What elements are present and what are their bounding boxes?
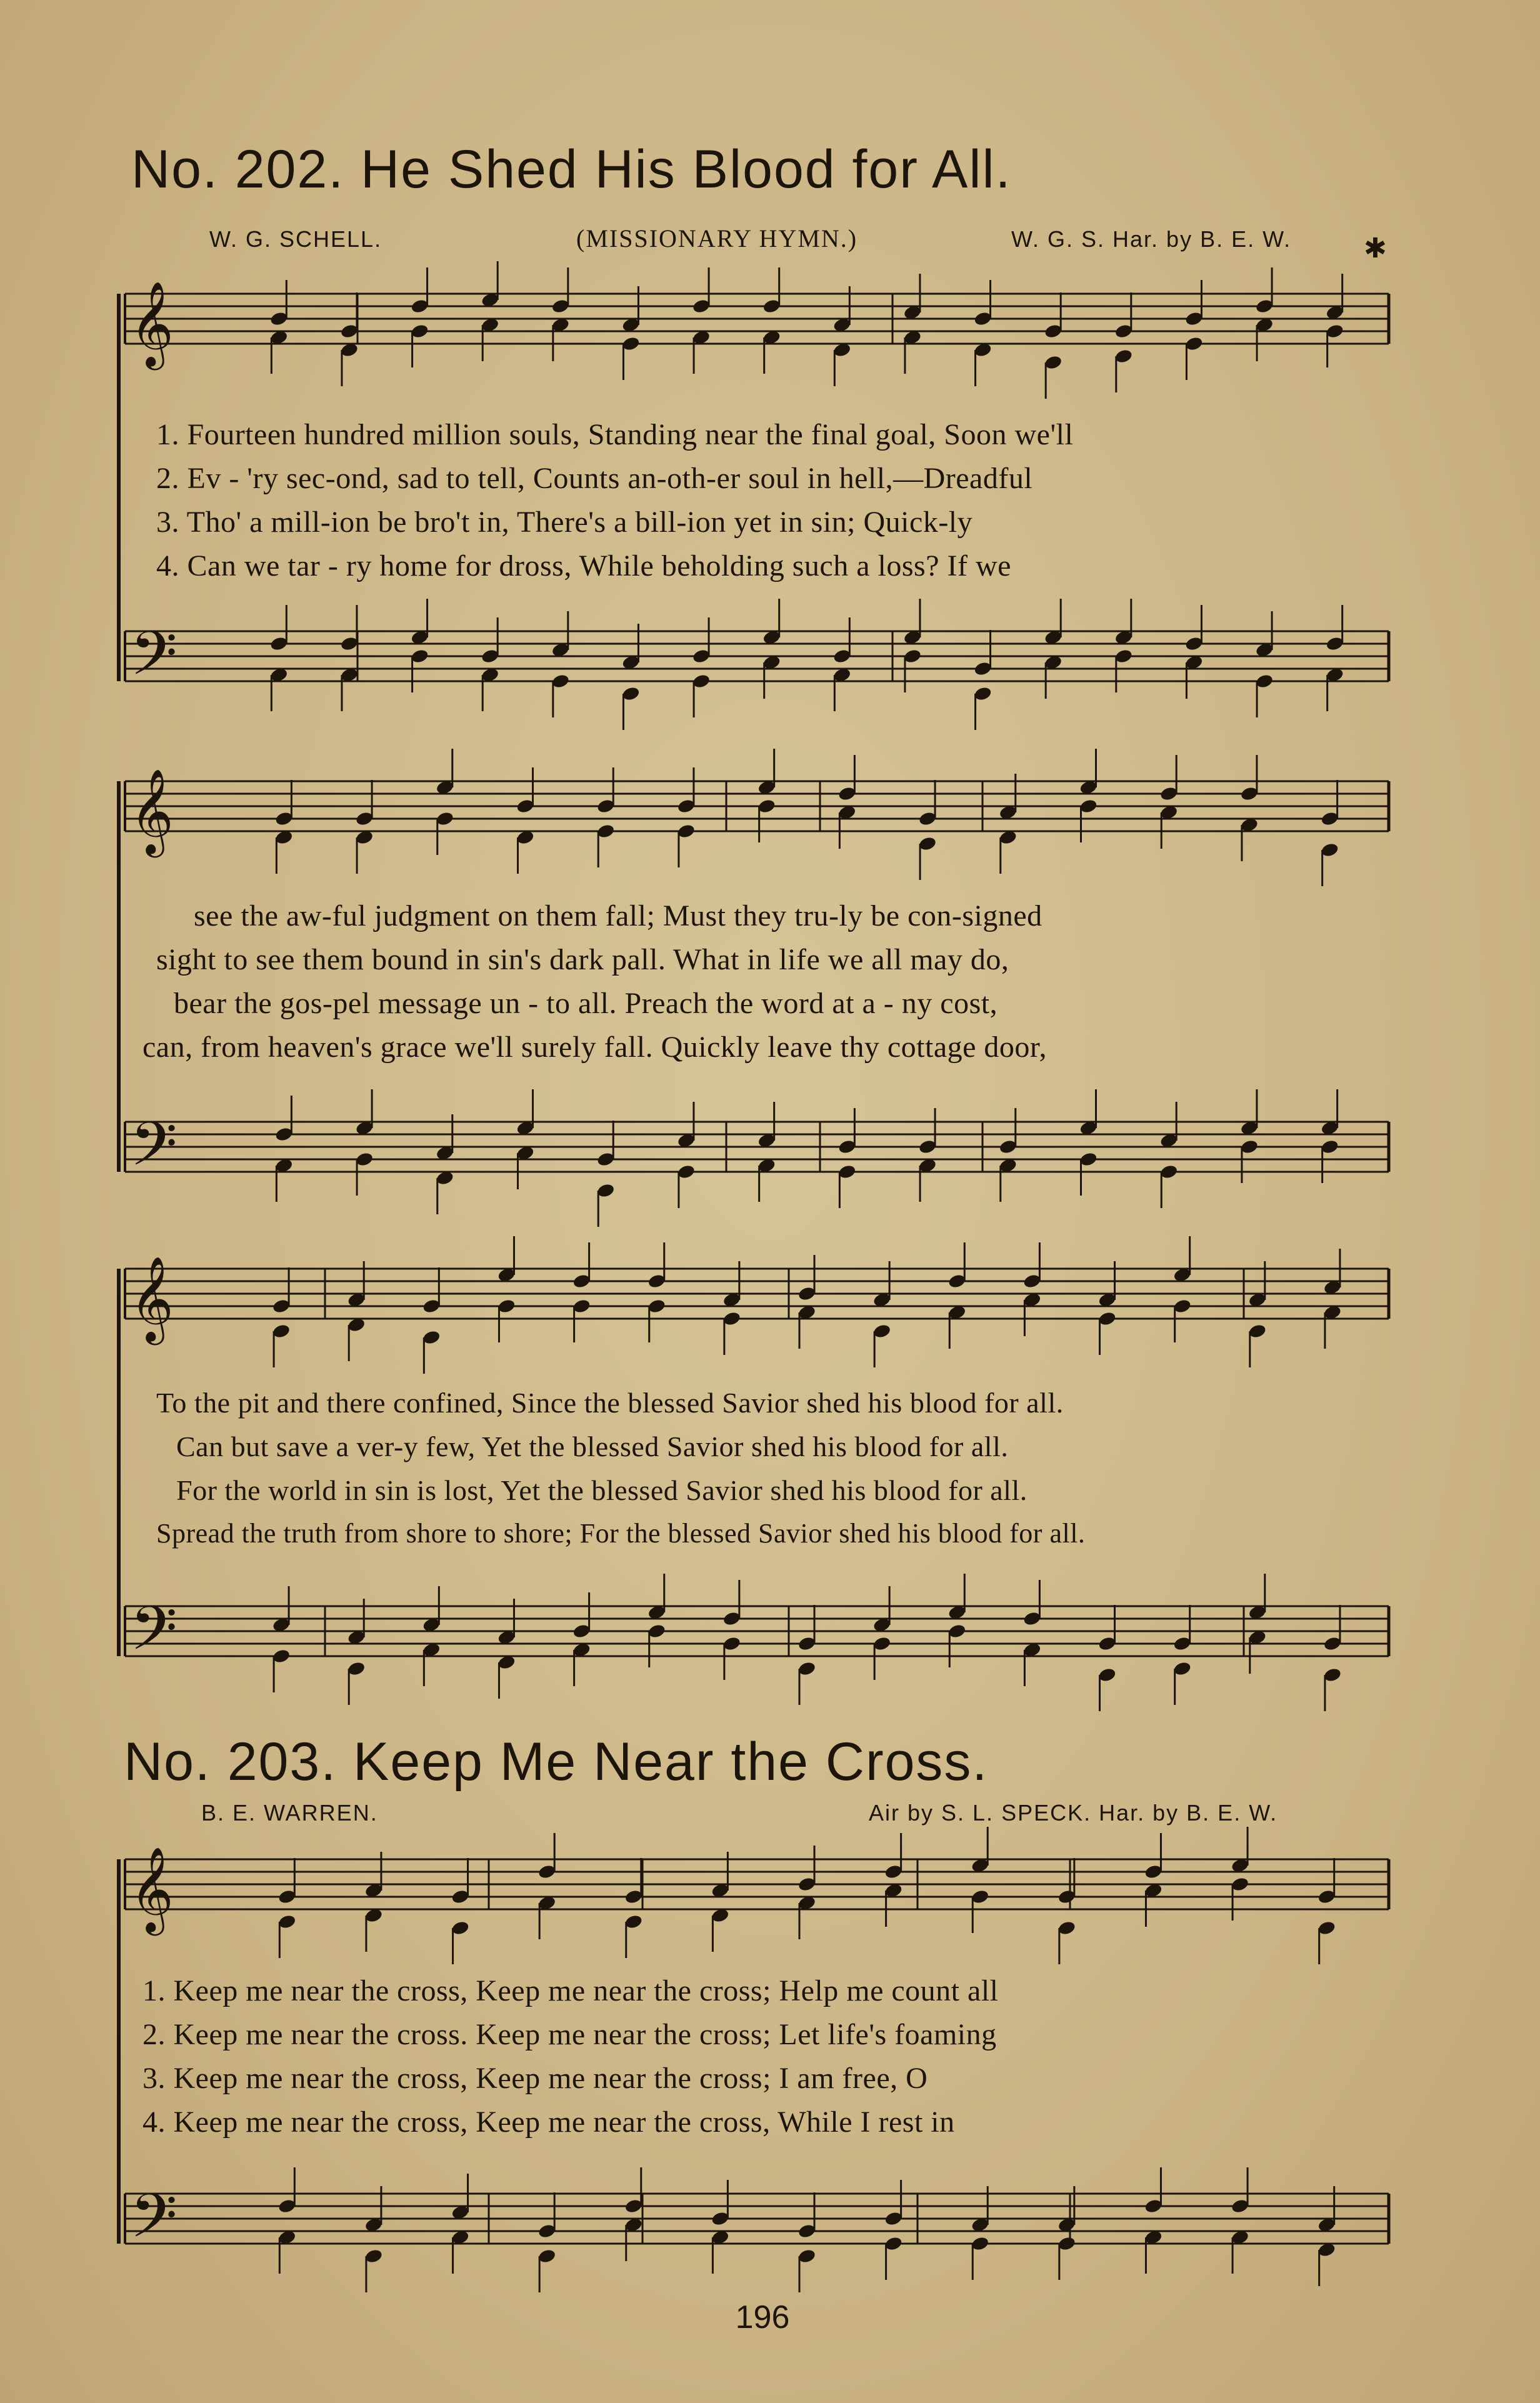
- h202-s3-bass-note-head: [722, 1636, 742, 1652]
- h202-s3-bass-clef-icon: 𝄢: [130, 1592, 178, 1679]
- h202-s1-treble-note-head: [481, 317, 500, 333]
- h202-s2-bass-note-head: [435, 1170, 454, 1186]
- h203-s1-bass-note-head: [1058, 2236, 1077, 2252]
- h202-s3-treble-note-head: [422, 1329, 441, 1346]
- h202-s1-bass-note-head: [692, 673, 711, 689]
- h202-s3-bass-note-head: [872, 1617, 892, 1633]
- h202-s1-bass-note-head: [832, 648, 852, 664]
- h202-s2-bass-note-head: [355, 1120, 374, 1136]
- h202-s3-bass-note-head: [272, 1617, 291, 1633]
- h203-s1-bass-note-head: [278, 2198, 297, 2214]
- h203-s1-treble-note-head: [1317, 1920, 1336, 1936]
- h202-s1-treble-note-head: [1325, 304, 1344, 321]
- h202-s1-treble-note-head: [340, 342, 359, 358]
- h203-s1-bass-note-head: [278, 2229, 297, 2246]
- h202-s3-treble-note-head: [272, 1323, 291, 1339]
- h202-s3-verse3: For the world in sin is lost, Yet the blessed Savior shed his blood for all.: [176, 1474, 1028, 1506]
- h203-s1-treble-note-head: [711, 1882, 730, 1899]
- h203-s1-treble-clef-icon: 𝄞: [130, 1846, 174, 1932]
- h202-s3-treble-note-head: [1098, 1292, 1117, 1308]
- h202-s1-bass-note-head: [340, 636, 359, 652]
- h203-s1-bass-note-head: [884, 2211, 903, 2227]
- h202-s1-treble-note-head: [762, 298, 781, 314]
- h202-s1-bass-note-head: [692, 648, 711, 664]
- h203-s1-treble-note-head: [364, 1882, 384, 1899]
- h202-s2-treble-note-head: [998, 804, 1018, 821]
- h202-s2-treble-note-head: [355, 811, 374, 827]
- h203-s1-treble-note-head: [798, 1876, 817, 1892]
- h202-s1-bass-note-head: [1325, 667, 1344, 683]
- h202-s3-treble-note-head: [1022, 1292, 1042, 1308]
- h202-s3-bass-note-head: [1248, 1604, 1268, 1621]
- h202-s3-verse4: Spread the truth from shore to shore; For the blessed Savior shed his blood for all.: [156, 1518, 1086, 1549]
- h202-s3-treble-note-head: [1172, 1298, 1192, 1314]
- h202-s2-treble-note-head: [838, 786, 857, 802]
- h202-s1-bass-note-head: [410, 648, 429, 664]
- h202-s2-treble-note-head: [1240, 786, 1259, 802]
- h202-s3-bass-note-head: [1022, 1611, 1042, 1627]
- h203-s1-treble-note-head: [624, 1889, 643, 1905]
- h202-s2-treble-note-head: [1079, 798, 1098, 814]
- h202-s2-bass-note-head: [838, 1164, 857, 1180]
- h202-s3-treble-note-head: [347, 1292, 366, 1308]
- h202-s2-bass-note-head: [918, 1139, 938, 1155]
- h203-s1-treble-note-head: [798, 1895, 817, 1911]
- h203-s1-bass-note-head: [971, 2236, 990, 2252]
- h202-s1-bass-note-head: [1044, 654, 1063, 671]
- h202-s3-bass-note-head: [497, 1654, 516, 1671]
- hymn-202-composer: W. G. S. Har. by B. E. W.: [1011, 226, 1292, 252]
- h202-s3-treble-note-head: [272, 1298, 291, 1314]
- h202-s2-treble-note-head: [1320, 811, 1339, 827]
- h202-s1-treble-note-head: [1184, 336, 1204, 352]
- h202-s2-bass-note-head: [1240, 1139, 1259, 1155]
- h203-s1-bass-note-head: [364, 2217, 384, 2233]
- h202-s2-treble-note-head: [677, 823, 696, 839]
- h202-s2-treble-note-head: [355, 829, 374, 846]
- h202-s1-treble-note-head: [1255, 317, 1274, 333]
- h202-s1-treble-note-head: [832, 342, 852, 358]
- h202-s3-bass-note-head: [422, 1642, 441, 1658]
- h202-s3-bass-note-head: [572, 1623, 591, 1639]
- h202-s3-bass-note-head: [1022, 1642, 1042, 1658]
- h202-s1-bass-note-head: [762, 629, 781, 646]
- h202-s3-treble-note-head: [1248, 1292, 1268, 1308]
- h202-s2-bass-note-head: [1320, 1139, 1339, 1155]
- h202-s1-treble-note-head: [1114, 323, 1134, 339]
- h202-s2-treble-note-head: [1079, 779, 1098, 796]
- h203-s1-treble-note-head: [884, 1882, 903, 1899]
- h202-s3-bass-note-head: [347, 1661, 366, 1677]
- h202-s1-verse2: 2. Ev - 'ry sec-ond, sad to tell, Counts an-oth-er soul in hell,—Dreadful: [156, 462, 1033, 495]
- h203-s1-bass-note-head: [884, 2236, 903, 2252]
- h203-s1-bass-note-head: [1231, 2229, 1250, 2246]
- h202-s2-treble-note-head: [1159, 786, 1179, 802]
- h203-s1-bass-note-head: [971, 2217, 990, 2233]
- h202-s3-treble-note-head: [347, 1317, 366, 1333]
- h203-s1-bass-note-head: [451, 2204, 470, 2221]
- h203-s1-bass-note-head: [711, 2229, 730, 2246]
- h202-s3-bass-note-head: [798, 1636, 817, 1652]
- h202-s2-bass-note-head: [596, 1151, 616, 1167]
- h202-s2-bass-note-head: [998, 1157, 1018, 1174]
- h202-s3-treble-note-head: [647, 1273, 666, 1289]
- hymn-202-subtitle: (MISSIONARY HYMN.): [576, 224, 858, 252]
- h202-s1-treble-note-head: [762, 329, 781, 346]
- h202-s1-treble-note-head: [692, 298, 711, 314]
- h202-s1-bass-note-head: [1114, 629, 1134, 646]
- h202-s3-treble-note-head: [572, 1273, 591, 1289]
- h203-s1-treble-note-head: [971, 1889, 990, 1905]
- h202-s1-treble-note-head: [1325, 323, 1344, 339]
- h203-s1-bass-note-head: [538, 2248, 557, 2264]
- h202-s2-verse2: sight to see them bound in sin's dark pall. What in life we all may do,: [156, 943, 1009, 976]
- page-number: 196: [735, 2299, 790, 2336]
- h202-s2-bass-note-head: [516, 1120, 535, 1136]
- h202-s1-treble-note-head: [269, 329, 289, 346]
- h202-s3-treble-note-head: [872, 1323, 892, 1339]
- h202-s3-treble-note-head: [497, 1298, 516, 1314]
- h203-s1-treble-note-head: [1317, 1889, 1336, 1905]
- h202-s3-bass-note-head: [1323, 1636, 1342, 1652]
- h202-s2-treble-note-head: [1240, 817, 1259, 833]
- h202-s1-treble-note-head: [1114, 348, 1134, 364]
- h202-s2-bass-clef-icon: 𝄢: [130, 1108, 178, 1194]
- h202-s3-treble-note-head: [798, 1286, 817, 1302]
- h202-s1-verse1: 1. Fourteen hundred million souls, Standing near the final goal, Soon we'll: [156, 418, 1074, 451]
- h202-s3-bass-note-head: [722, 1611, 742, 1627]
- h202-s2-treble-note-head: [516, 829, 535, 846]
- h203-s1-bass-note-head: [364, 2248, 384, 2264]
- h202-s1-bass-note-head: [973, 661, 992, 677]
- asterisk-mark: ✱: [1364, 233, 1387, 264]
- h202-s1-bass-note-head: [903, 648, 922, 664]
- h202-s2-bass-note-head: [516, 1145, 535, 1161]
- h203-s1-bass-note-head: [1317, 2242, 1336, 2258]
- h202-s3-treble-note-head: [948, 1304, 967, 1321]
- h203-s1-treble-note-head: [538, 1864, 557, 1880]
- h202-s3-treble-note-head: [1098, 1311, 1117, 1327]
- h202-s3-treble-note-head: [1323, 1279, 1342, 1296]
- hymn-202-author: W. G. SCHELL.: [209, 226, 382, 252]
- h202-s1-bass-clef-icon: 𝄢: [130, 617, 178, 704]
- h203-s1-treble-note-head: [1144, 1882, 1163, 1899]
- h202-s2-treble-note-head: [516, 798, 535, 814]
- h202-s2-treble-note-head: [677, 798, 696, 814]
- h202-s2-treble-note-head: [435, 779, 454, 796]
- h202-s3-bass-note-head: [948, 1623, 967, 1639]
- h203-s1-bass-note-head: [624, 2217, 643, 2233]
- h203-s1-bass-note-head: [798, 2248, 817, 2264]
- hymn-203-title: No. 203. Keep Me Near the Cross.: [124, 1732, 989, 1792]
- h202-s3-treble-note-head: [1022, 1273, 1042, 1289]
- h202-s1-treble-note-head: [1044, 354, 1063, 371]
- h202-s2-bass-note-head: [757, 1132, 776, 1149]
- h202-s3-bass-note-head: [647, 1604, 666, 1621]
- h202-s1-bass-note-head: [1184, 636, 1204, 652]
- h202-s1-treble-note-head: [410, 298, 429, 314]
- h202-s1-bass-note-head: [621, 686, 641, 702]
- h202-s3-bass-note-head: [1172, 1661, 1192, 1677]
- h202-s1-bass-note-head: [551, 673, 571, 689]
- h202-s3-bass-note-head: [647, 1623, 666, 1639]
- h202-s1-treble-note-head: [551, 317, 571, 333]
- h203-s1-treble-note-head: [1058, 1889, 1077, 1905]
- h202-s3-treble-note-head: [1323, 1304, 1342, 1321]
- h202-s1-bass-note-head: [621, 654, 641, 671]
- h202-s1-treble-note-head: [1184, 311, 1204, 327]
- h202-s3-verse1: To the pit and there confined, Since the blessed Savior shed his blood for all.: [156, 1387, 1064, 1419]
- h202-s3-bass-note-head: [1098, 1667, 1117, 1683]
- h202-s1-bass-note-head: [1255, 673, 1274, 689]
- h202-s3-verse2: Can but save a ver-y few, Yet the blessed Savior shed his blood for all.: [176, 1431, 1009, 1462]
- h202-s1-bass-note-head: [832, 667, 852, 683]
- h203-s1-bass-note-head: [711, 2211, 730, 2227]
- h203-s1-bass-note-head: [1144, 2198, 1163, 2214]
- h202-s1-bass-note-head: [269, 667, 289, 683]
- h202-s3-bass-note-head: [1172, 1636, 1192, 1652]
- h202-s2-treble-note-head: [435, 811, 454, 827]
- h203-s1-treble-note-head: [278, 1889, 297, 1905]
- h203-s1-bass-note-head: [1231, 2198, 1250, 2214]
- h202-s2-bass-note-head: [435, 1145, 454, 1161]
- h202-s3-bass-note-head: [872, 1636, 892, 1652]
- h203-s1-verse3: 3. Keep me near the cross, Keep me near the cross; I am free, O: [142, 2062, 928, 2095]
- h202-s1-treble-note-head: [692, 329, 711, 346]
- h203-s1-bass-note-head: [798, 2223, 817, 2239]
- h203-s1-treble-note-head: [1058, 1920, 1077, 1936]
- h203-s1-treble-note-head: [451, 1889, 470, 1905]
- h202-s1-treble-note-head: [551, 298, 571, 314]
- h202-s1-bass-note-head: [1114, 648, 1134, 664]
- h202-s1-treble-note-head: [903, 329, 922, 346]
- hymn-202-title: No. 202. He Shed His Blood for All.: [131, 139, 1012, 199]
- h203-s1-bass-note-head: [538, 2223, 557, 2239]
- h202-s3-treble-note-head: [798, 1304, 817, 1321]
- h203-s1-verse1: 1. Keep me near the cross, Keep me near the cross; Help me count all: [142, 1974, 999, 2007]
- h202-s2-bass-note-head: [757, 1157, 776, 1174]
- hymn-203-composer: Air by S. L. SPECK. Har. by B. E. W.: [869, 1800, 1278, 1826]
- h202-s3-treble-note-head: [872, 1292, 892, 1308]
- h202-s3-treble-clef-icon: 𝄞: [130, 1255, 174, 1341]
- h203-s1-treble-note-head: [1144, 1864, 1163, 1880]
- h202-s2-bass-note-head: [596, 1182, 616, 1199]
- h202-s2-bass-note-head: [274, 1157, 294, 1174]
- h203-s1-treble-note-head: [711, 1907, 730, 1924]
- h202-s2-treble-note-head: [274, 829, 294, 846]
- h202-s3-treble-note-head: [722, 1311, 742, 1327]
- h202-s1-verse4: 4. Can we tar - ry home for dross, While beholding such a loss? If we: [156, 549, 1011, 582]
- h202-s1-treble-note-head: [903, 304, 922, 321]
- h202-s2-bass-note-head: [677, 1132, 696, 1149]
- h203-s1-treble-note-head: [278, 1914, 297, 1930]
- h202-s1-bass-note-head: [762, 654, 781, 671]
- h202-s2-treble-note-head: [1320, 842, 1339, 858]
- h202-s2-bass-note-head: [838, 1139, 857, 1155]
- h202-s1-bass-note-head: [269, 636, 289, 652]
- h203-s1-bass-note-head: [1058, 2217, 1077, 2233]
- h202-s3-bass-note-head: [1323, 1667, 1342, 1683]
- h202-s2-bass-note-head: [1240, 1120, 1259, 1136]
- h202-s1-bass-note-head: [1044, 629, 1063, 646]
- h202-s3-bass-note-head: [948, 1604, 967, 1621]
- h202-s2-verse3: bear the gos-pel message un - to all. Preach the word at a - ny cost,: [174, 987, 998, 1020]
- h203-s1-treble-note-head: [451, 1920, 470, 1936]
- h203-s1-bass-note-head: [624, 2198, 643, 2214]
- h202-s3-treble-note-head: [722, 1292, 742, 1308]
- h202-s3-treble-note-head: [572, 1298, 591, 1314]
- h202-s2-bass-note-head: [355, 1151, 374, 1167]
- h202-s2-treble-clef-icon: 𝄞: [130, 767, 174, 854]
- h202-s3-treble-note-head: [647, 1298, 666, 1314]
- h202-s2-treble-note-head: [274, 811, 294, 827]
- h202-s1-treble-note-head: [832, 317, 852, 333]
- h203-s1-bass-note-head: [1317, 2217, 1336, 2233]
- h202-s3-bass-note-head: [572, 1642, 591, 1658]
- h202-s2-bass-note-head: [677, 1164, 696, 1180]
- h202-s2-treble-note-head: [918, 811, 938, 827]
- hymn-203-author: B. E. WARREN.: [201, 1800, 378, 1826]
- h202-s2-treble-note-head: [1159, 804, 1179, 821]
- h202-s3-bass-note-head: [497, 1629, 516, 1646]
- h203-s1-treble-note-head: [884, 1864, 903, 1880]
- h202-s1-bass-note-head: [410, 629, 429, 646]
- h202-s2-bass-note-head: [1320, 1120, 1339, 1136]
- h202-s2-verse1: see the aw-ful judgment on them fall; Must they tru-ly be con-signed: [194, 899, 1042, 932]
- h202-s1-treble-note-head: [340, 323, 359, 339]
- h202-s2-treble-note-head: [838, 804, 857, 821]
- h202-s1-treble-note-head: [269, 311, 289, 327]
- h202-s1-treble-note-head: [1044, 323, 1063, 339]
- h202-s1-treble-note-head: [1255, 298, 1274, 314]
- h202-s1-bass-note-head: [340, 667, 359, 683]
- h202-s1-treble-note-head: [481, 292, 500, 308]
- h202-s1-treble-clef-icon: 𝄞: [130, 280, 174, 366]
- h202-s2-bass-note-head: [1159, 1132, 1179, 1149]
- h202-s2-treble-note-head: [757, 779, 776, 796]
- h202-s3-treble-note-head: [948, 1273, 967, 1289]
- h203-s1-treble-note-head: [538, 1895, 557, 1911]
- h202-s1-bass-note-head: [481, 667, 500, 683]
- h202-s3-treble-note-head: [422, 1298, 441, 1314]
- h202-s1-bass-note-head: [1255, 642, 1274, 658]
- h202-s2-treble-note-head: [596, 798, 616, 814]
- h202-s3-treble-note-head: [1172, 1267, 1192, 1283]
- h203-s1-bass-note-head: [451, 2229, 470, 2246]
- h203-s1-treble-note-head: [624, 1914, 643, 1930]
- h202-s1-treble-note-head: [621, 336, 641, 352]
- h202-s3-bass-note-head: [1248, 1629, 1268, 1646]
- h203-s1-bass-note-head: [1144, 2229, 1163, 2246]
- h202-s1-treble-note-head: [973, 311, 992, 327]
- h203-s1-treble-note-head: [1231, 1876, 1250, 1892]
- h202-s1-bass-note-head: [973, 686, 992, 702]
- h202-s3-bass-note-head: [272, 1648, 291, 1664]
- h203-s1-treble-note-head: [364, 1907, 384, 1924]
- h202-s3-treble-note-head: [1248, 1323, 1268, 1339]
- h202-s2-verse4: can, from heaven's grace we'll surely fall. Quickly leave thy cottage door,: [142, 1031, 1047, 1064]
- h202-s1-treble-note-head: [410, 323, 429, 339]
- h202-s2-bass-note-head: [1159, 1164, 1179, 1180]
- h202-s3-bass-note-head: [347, 1629, 366, 1646]
- h203-s1-verse4: 4. Keep me near the cross, Keep me near the cross, While I rest in: [142, 2106, 955, 2139]
- h202-s3-bass-note-head: [1098, 1636, 1117, 1652]
- h203-s1-treble-note-head: [971, 1857, 990, 1874]
- h202-s3-bass-note-head: [422, 1617, 441, 1633]
- h202-s2-treble-note-head: [596, 823, 616, 839]
- h202-s2-bass-note-head: [1079, 1151, 1098, 1167]
- h202-s2-bass-note-head: [1079, 1120, 1098, 1136]
- h203-s1-verse2: 2. Keep me near the cross. Keep me near the cross; Let life's foaming: [142, 2018, 997, 2051]
- h202-s2-bass-note-head: [918, 1157, 938, 1174]
- h202-s1-bass-note-head: [551, 642, 571, 658]
- h203-s1-bass-clef-icon: 𝄢: [130, 2180, 178, 2266]
- h202-s2-treble-note-head: [918, 836, 938, 852]
- h202-s2-treble-note-head: [757, 798, 776, 814]
- h202-s2-bass-note-head: [998, 1139, 1018, 1155]
- h202-s2-bass-note-head: [274, 1126, 294, 1142]
- h202-s1-treble-note-head: [621, 317, 641, 333]
- h202-s1-verse3: 3. Tho' a mill-ion be bro't in, There's a bill-ion yet in sin; Quick-ly: [156, 506, 973, 539]
- h202-s2-treble-note-head: [998, 829, 1018, 846]
- h202-s1-bass-note-head: [1184, 654, 1204, 671]
- h202-s3-bass-note-head: [798, 1661, 817, 1677]
- h202-s3-treble-note-head: [497, 1267, 516, 1283]
- h202-s1-bass-note-head: [481, 648, 500, 664]
- h202-s1-bass-note-head: [903, 629, 922, 646]
- h203-s1-treble-note-head: [1231, 1857, 1250, 1874]
- h202-s1-treble-note-head: [973, 342, 992, 358]
- h202-s1-bass-note-head: [1325, 636, 1344, 652]
